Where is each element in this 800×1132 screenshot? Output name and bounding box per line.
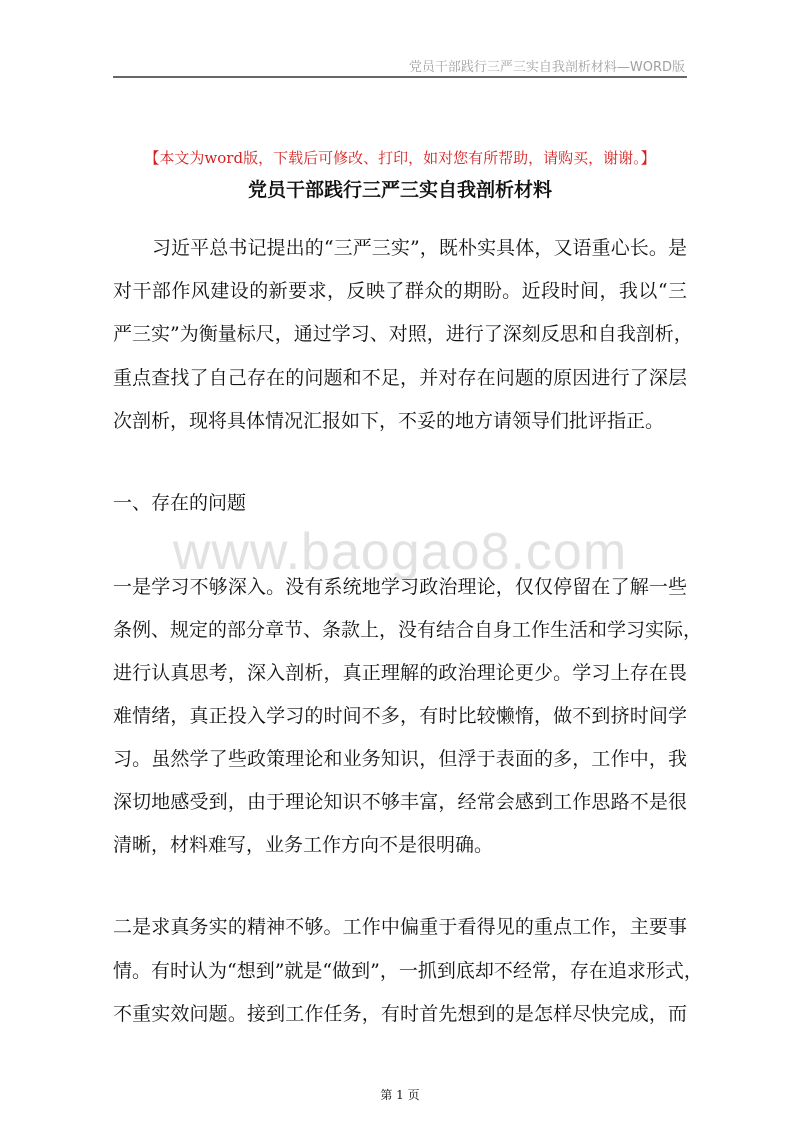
notice-text: 【本文为word版，下载后可修改、打印，如对您有所帮助，请购买，谢谢。】: [144, 149, 656, 167]
page-number: 第 1 页: [380, 1088, 420, 1102]
intro-line: 重点查找了自己存在的问题和不足，并对存在问题的原因进行了深层: [113, 367, 687, 389]
para2-line: 不重实效问题。接到工作任务，有时首先想到的是怎样尽快完成，而: [113, 1003, 687, 1025]
para1-line: 难情绪，真正投入学习的时间不多，有时比较懒惰，做不到挤时间学: [113, 705, 687, 727]
header-rule: [113, 76, 687, 78]
section-heading: 一、存在的问题: [113, 492, 247, 514]
para1-line: 习。虽然学了些政策理论和业务知识，但浮于表面的多，工作中，我: [113, 748, 687, 770]
intro-line: 对干部作风建设的新要求，反映了群众的期盼。近段时间，我以“三: [113, 280, 687, 302]
intro-line: 习近平总书记提出的“三严三实”，既朴实具体，又语重心长。是: [152, 237, 687, 259]
para1-line: 进行认真思考，深入剖析，真正理解的政治理论更少。学习上存在畏: [113, 662, 687, 684]
watermark: www.baogao8.com: [172, 523, 628, 581]
para1-line: 深切地感受到，由于理论知识不够丰富，经常会感到工作思路不是很: [113, 791, 687, 813]
para2-line: 情。有时认为“想到”就是“做到”，一抓到底却不经常，存在追求形式，: [113, 960, 703, 982]
para1-line: 一是学习不够深入。没有系统地学习政治理论，仅仅停留在了解一些: [113, 576, 687, 598]
running-header: 党员干部践行三严三实自我剖析材料—WORD版: [408, 60, 685, 75]
intro-line: 严三实”为衡量标尺，通过学习、对照，进行了深刻反思和自我剖析，: [113, 323, 693, 345]
para1-line: 清晰，材料难写，业务工作方向不是很明确。: [113, 834, 494, 856]
intro-line: 次剖析，现将具体情况汇报如下，不妥的地方请领导们批评指正。: [113, 410, 665, 432]
para1-line: 条例、规定的部分章节、条款上，没有结合自身工作生活和学习实际，: [113, 619, 703, 641]
para2-line: 二是求真务实的精神不够。工作中偏重于看得见的重点工作，主要事: [113, 916, 687, 938]
document-title: 党员干部践行三严三实自我剖析材料: [247, 179, 552, 201]
